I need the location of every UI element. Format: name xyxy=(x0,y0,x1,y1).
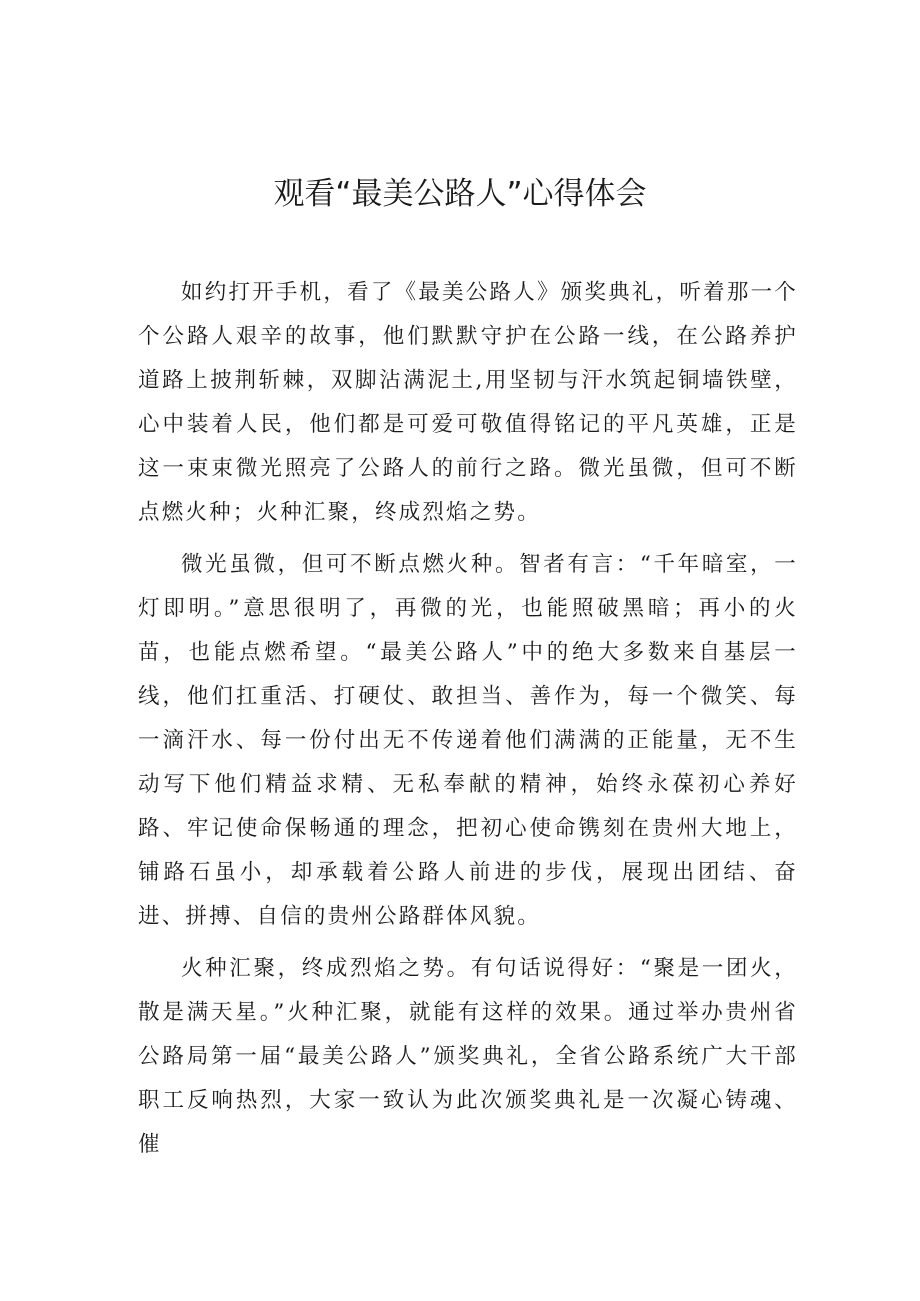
paragraph: 火种汇聚，终成烈焰之势。有句话说得好：“聚是一团火，散是满天星。”火种汇聚，就能有这样的效果。通过举办贵州省公路局第一届“最美公路人”颁奖典礼，全省公路系统广大干部职工反响热烈，大家一致认为此次颁奖典礼是一次凝心铸魂、催 xyxy=(138,956,798,1157)
document-title: 观看“最美公路人”心得体会 xyxy=(273,176,647,212)
document-body xyxy=(138,271,798,1175)
paragraph: 微光虽微，但可不断点燃火种。智者有言：“千年暗室，一灯即明。”意思很明了，再微的光，也能照破黑暗；再小的火苗，也能点燃希望。“最美公路人”中的绝大多数来自基层一线，他们扛重活、打硬仗、敢担当、善作为，每一个微笑、每一滴汗水、每一份付出无不传递着他们满满的正能量，无不生动写下他们精益求精、无私奉献的精神，始终永葆初心养好路、牢记使命保畅通的理念，把初心使命镌刻在贵州大地上，铺路石虽小，却承载着公路人前进的步伐，展现出团结、奋进、拼搏、自信的贵州公路群体风貌。 xyxy=(138,552,798,929)
paragraph: 如约打开手机，看了《最美公路人》颁奖典礼，听着那一个个公路人艰辛的故事，他们默默守护在公路一线，在公路养护道路上披荆斩棘，双脚沾满泥土,用坚韧与汗水筑起铜墙铁壁，心中装着人民，他们都是可爱可敬值得铭记的平凡英雄，正是这一束束微光照亮了公路人的前行之路。微光虽微，但可不断点燃火种；火种汇聚，终成烈焰之势。 xyxy=(138,280,798,525)
